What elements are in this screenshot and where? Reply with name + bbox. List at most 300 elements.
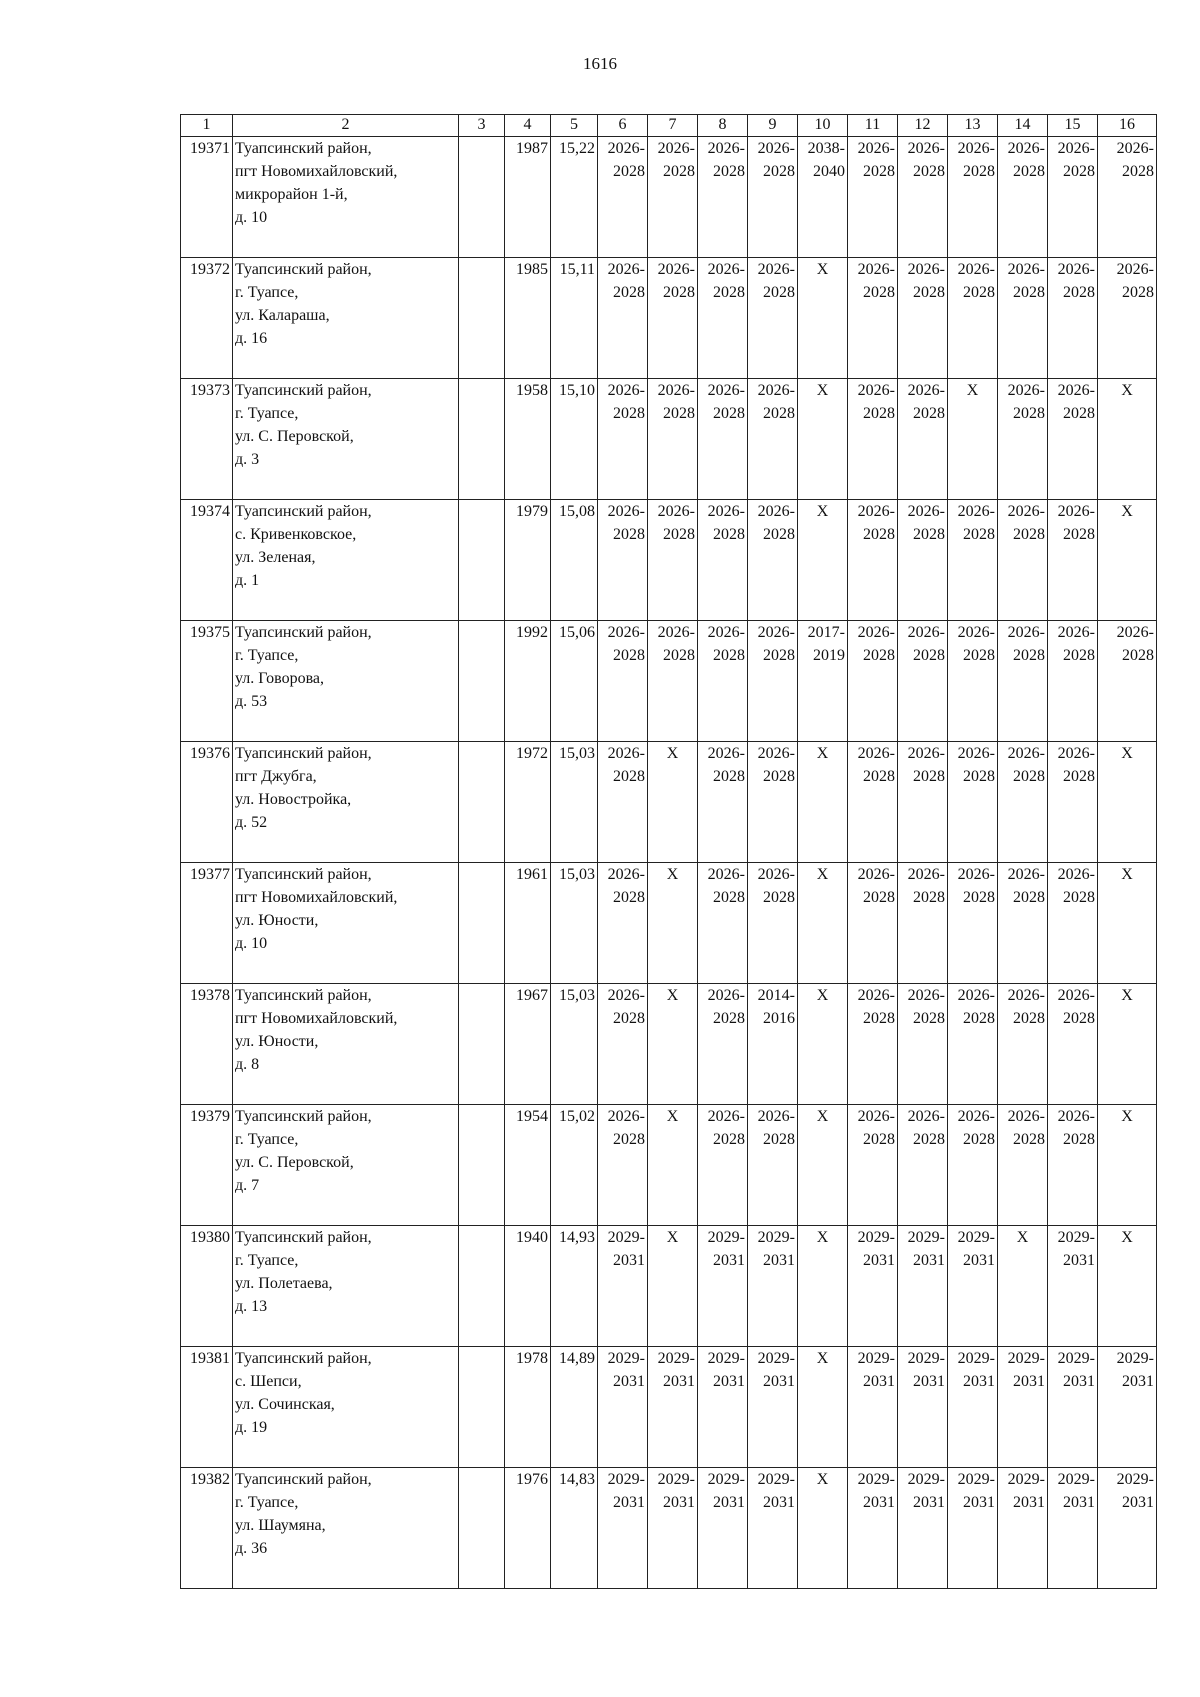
period-text: 2026-	[1057, 745, 1095, 762]
period-text: 2028	[663, 163, 695, 180]
period-text: 2026-	[857, 987, 895, 1004]
period-text: 2028	[863, 889, 895, 906]
column-header-6: 6	[598, 115, 648, 137]
period-text: 2026-	[957, 503, 995, 520]
period-cell	[898, 1226, 948, 1347]
period-text: 2026-	[657, 140, 695, 157]
period-cell	[1098, 137, 1157, 258]
period-text: X	[816, 1108, 829, 1125]
page-number: 1616	[583, 54, 617, 73]
address-line: Туапсинский район,	[235, 1350, 372, 1367]
period-cell	[1098, 500, 1157, 621]
address-line: ул. Калараша,	[235, 307, 330, 324]
period-text: 2029-	[1057, 1350, 1095, 1367]
period-text: 2026-	[857, 866, 895, 883]
period-cell	[998, 137, 1048, 258]
column-header-8: 8	[698, 115, 748, 137]
column-3-cell	[459, 1226, 505, 1347]
period-cell	[1098, 1105, 1157, 1226]
period-text: 2028	[763, 163, 795, 180]
period-cell	[1098, 258, 1157, 379]
period-text: 2026-	[707, 624, 745, 641]
period-text: 2028	[613, 1131, 645, 1148]
period-text: 2031	[863, 1494, 895, 1511]
table-row	[181, 621, 1157, 742]
period-cell	[1048, 984, 1098, 1105]
value-cell: 15,11	[551, 258, 598, 379]
period-cell	[948, 500, 998, 621]
period-text: 2026-	[1116, 624, 1154, 641]
period-text: 2026-	[607, 261, 645, 278]
address-cell	[233, 1226, 459, 1347]
address-cell	[233, 863, 459, 984]
period-cell	[648, 1105, 698, 1226]
period-text: X	[666, 866, 679, 883]
table-row	[181, 984, 1157, 1105]
period-cell	[898, 863, 948, 984]
period-text: 2029-	[607, 1229, 645, 1246]
period-text: 2028	[913, 163, 945, 180]
period-cell	[648, 863, 698, 984]
column-header-1: 1	[181, 115, 233, 137]
row-number: 19375	[181, 621, 233, 742]
period-text: 2029-	[657, 1471, 695, 1488]
period-text: 2026-	[1007, 866, 1045, 883]
period-text: 2031	[963, 1252, 995, 1269]
period-text: 2028	[763, 647, 795, 664]
period-text: 2026-	[607, 503, 645, 520]
header-row	[181, 115, 1157, 137]
period-cell	[1048, 1105, 1098, 1226]
period-cell	[698, 621, 748, 742]
table-row	[181, 500, 1157, 621]
period-text: 2028	[713, 768, 745, 785]
period-text: 2014-	[757, 987, 795, 1004]
period-text: 2026-	[907, 503, 945, 520]
period-text: 2028	[1013, 163, 1045, 180]
period-cell	[598, 863, 648, 984]
period-text: 2026-	[857, 1108, 895, 1125]
period-text: 2028	[863, 526, 895, 543]
address-cell	[233, 1347, 459, 1468]
period-cell	[748, 742, 798, 863]
period-cell	[798, 1226, 848, 1347]
period-text: 2026-	[757, 382, 795, 399]
address-cell	[233, 984, 459, 1105]
period-text: 2028	[963, 1131, 995, 1148]
period-text: 2028	[863, 768, 895, 785]
period-text: 2026-	[957, 987, 995, 1004]
period-cell	[1098, 1226, 1157, 1347]
period-text: 2026-	[757, 745, 795, 762]
period-cell	[848, 379, 898, 500]
period-text: 2026-	[757, 866, 795, 883]
period-cell	[698, 1226, 748, 1347]
period-text: 2028	[1013, 889, 1045, 906]
period-text: X	[816, 261, 829, 278]
year-cell: 1972	[505, 742, 551, 863]
period-text: 2026-	[907, 382, 945, 399]
address-cell	[233, 1105, 459, 1226]
address-line: д. 3	[235, 451, 260, 468]
period-text: 2029-	[607, 1350, 645, 1367]
row-number: 19379	[181, 1105, 233, 1226]
column-3-cell	[459, 500, 505, 621]
address-line: пгт Джубга,	[235, 768, 317, 785]
period-text: 2026-	[1057, 503, 1095, 520]
period-cell	[748, 500, 798, 621]
period-text: 2028	[863, 284, 895, 301]
period-cell	[1048, 258, 1098, 379]
address-line: г. Туапсе,	[235, 1494, 299, 1511]
row-number: 19376	[181, 742, 233, 863]
column-3-cell	[459, 1347, 505, 1468]
period-cell	[648, 379, 698, 500]
address-line: д. 10	[235, 935, 268, 952]
period-text: 2026-	[657, 382, 695, 399]
period-text: 2026-	[1057, 987, 1095, 1004]
period-text: X	[666, 745, 679, 762]
period-cell	[698, 137, 748, 258]
period-text: 2026-	[1007, 624, 1045, 641]
column-3-cell	[459, 621, 505, 742]
period-text: 2028	[913, 284, 945, 301]
period-cell	[1098, 1347, 1157, 1468]
address-line: д. 53	[235, 693, 268, 710]
address-line: д. 19	[235, 1419, 268, 1436]
period-text: X	[966, 382, 979, 399]
period-text: 2017-	[807, 624, 845, 641]
period-text: 2026-	[1007, 261, 1045, 278]
period-cell	[998, 379, 1048, 500]
period-text: 2031	[763, 1373, 795, 1390]
address-line: Туапсинский район,	[235, 987, 372, 1004]
period-text: 2031	[663, 1494, 695, 1511]
period-text: 2028	[613, 1010, 645, 1027]
period-text: 2026-	[957, 261, 995, 278]
period-text: X	[1121, 1229, 1133, 1246]
period-cell	[848, 984, 898, 1105]
address-line: Туапсинский район,	[235, 503, 372, 520]
period-text: 2028	[913, 647, 945, 664]
address-line: ул. Зеленая,	[235, 549, 316, 566]
address-line: ул. Сочинская,	[235, 1396, 335, 1413]
period-text: 2026-	[957, 745, 995, 762]
column-3-cell	[459, 742, 505, 863]
period-text: 2028	[713, 1010, 745, 1027]
address-line: ул. С. Перовской,	[235, 428, 354, 445]
address-line: г. Туапсе,	[235, 284, 299, 301]
period-text: 2028	[713, 647, 745, 664]
period-cell	[598, 742, 648, 863]
period-text: 2028	[963, 526, 995, 543]
period-cell	[1098, 984, 1157, 1105]
period-text: X	[1121, 382, 1133, 399]
period-text: X	[1121, 503, 1133, 520]
period-text: 2029-	[1116, 1350, 1154, 1367]
address-line: ул. Новостройка,	[235, 791, 352, 808]
address-line: ул. Юности,	[235, 1033, 319, 1050]
period-text: 2028	[613, 768, 645, 785]
period-cell	[748, 1347, 798, 1468]
value-cell: 14,83	[551, 1468, 598, 1589]
period-cell	[848, 258, 898, 379]
period-cell	[848, 137, 898, 258]
period-cell	[648, 137, 698, 258]
period-cell	[1098, 742, 1157, 863]
period-cell	[598, 621, 648, 742]
period-cell	[648, 621, 698, 742]
address-line: г. Туапсе,	[235, 647, 299, 664]
period-cell	[998, 621, 1048, 742]
period-text: 2028	[713, 405, 745, 422]
period-text: 2026-	[607, 624, 645, 641]
period-cell	[1048, 1468, 1098, 1589]
row-number: 19382	[181, 1468, 233, 1589]
period-text: 2028	[663, 526, 695, 543]
period-text: 2028	[1063, 284, 1095, 301]
column-header-2: 2	[233, 115, 459, 137]
period-text: 2028	[613, 405, 645, 422]
period-cell	[748, 1226, 798, 1347]
period-text: 2029-	[1057, 1471, 1095, 1488]
address-line: Туапсинский район,	[235, 745, 372, 762]
period-cell	[948, 379, 998, 500]
year-cell: 1976	[505, 1468, 551, 1589]
address-line: ул. Юности,	[235, 912, 319, 929]
period-cell	[598, 137, 648, 258]
period-text: 2026-	[707, 261, 745, 278]
period-cell	[748, 137, 798, 258]
period-text: X	[1121, 1108, 1133, 1125]
period-text: 2031	[1063, 1373, 1095, 1390]
address-line: д. 10	[235, 209, 268, 226]
period-cell	[798, 863, 848, 984]
period-text: 2029-	[1116, 1471, 1154, 1488]
period-cell	[748, 984, 798, 1105]
period-cell	[998, 742, 1048, 863]
period-cell	[598, 500, 648, 621]
period-text: 2028	[613, 889, 645, 906]
period-text: 2026-	[607, 1108, 645, 1125]
address-line: г. Туапсе,	[235, 405, 299, 422]
address-line: ул. Полетаева,	[235, 1275, 333, 1292]
period-cell	[1048, 1347, 1098, 1468]
address-cell	[233, 137, 459, 258]
period-cell	[598, 1468, 648, 1589]
period-text: 2029-	[857, 1350, 895, 1367]
period-text: 2029-	[757, 1471, 795, 1488]
period-text: X	[816, 1471, 829, 1488]
period-text: 2028	[763, 768, 795, 785]
period-text: 2028	[963, 889, 995, 906]
year-cell: 1967	[505, 984, 551, 1105]
column-header-14: 14	[998, 115, 1048, 137]
period-cell	[998, 1347, 1048, 1468]
period-text: X	[816, 745, 829, 762]
period-text: 2026-	[1007, 140, 1045, 157]
period-text: 2026-	[1057, 866, 1095, 883]
period-text: X	[816, 1350, 829, 1367]
period-text: 2026-	[757, 261, 795, 278]
period-text: 2031	[1013, 1494, 1045, 1511]
column-3-cell	[459, 258, 505, 379]
period-text: X	[816, 503, 829, 520]
column-3-cell	[459, 984, 505, 1105]
period-text: 2026-	[707, 382, 745, 399]
value-cell: 15,08	[551, 500, 598, 621]
period-cell	[948, 137, 998, 258]
year-cell: 1985	[505, 258, 551, 379]
period-text: 2026-	[857, 382, 895, 399]
value-cell: 15,03	[551, 984, 598, 1105]
period-text: X	[1121, 987, 1133, 1004]
period-cell	[598, 1226, 648, 1347]
period-text: X	[816, 1229, 829, 1246]
address-line: д. 7	[235, 1177, 260, 1194]
period-text: 2026-	[607, 987, 645, 1004]
period-text: 2029-	[607, 1471, 645, 1488]
column-3-cell	[459, 863, 505, 984]
period-cell	[948, 742, 998, 863]
period-cell	[598, 379, 648, 500]
period-text: 2026-	[757, 624, 795, 641]
period-cell	[698, 1347, 748, 1468]
period-cell	[1048, 621, 1098, 742]
period-text: 2028	[763, 1131, 795, 1148]
column-3-cell	[459, 137, 505, 258]
period-text: X	[1121, 745, 1133, 762]
period-text: 2031	[963, 1373, 995, 1390]
period-text: 2026-	[1057, 382, 1095, 399]
period-cell	[1098, 621, 1157, 742]
table-row	[181, 863, 1157, 984]
column-3-cell	[459, 1105, 505, 1226]
period-text: 2031	[913, 1373, 945, 1390]
address-line: д. 52	[235, 814, 268, 831]
address-cell	[233, 742, 459, 863]
period-text: 2026-	[657, 261, 695, 278]
period-cell	[998, 500, 1048, 621]
period-cell	[898, 621, 948, 742]
period-text: 2019	[813, 647, 845, 664]
row-number: 19381	[181, 1347, 233, 1468]
period-cell	[748, 1105, 798, 1226]
value-cell: 15,22	[551, 137, 598, 258]
period-text: 2026-	[757, 503, 795, 520]
period-cell	[898, 258, 948, 379]
year-cell: 1987	[505, 137, 551, 258]
year-cell: 1958	[505, 379, 551, 500]
column-header-3: 3	[459, 115, 505, 137]
period-text: 2028	[613, 163, 645, 180]
period-text: 2028	[913, 768, 945, 785]
period-text: 2028	[1063, 405, 1095, 422]
column-3-cell	[459, 1468, 505, 1589]
period-text: 2026-	[907, 624, 945, 641]
period-text: 2026-	[707, 866, 745, 883]
period-cell	[1098, 1468, 1157, 1589]
address-line: д. 13	[235, 1298, 268, 1315]
table-row	[181, 1105, 1157, 1226]
period-cell	[1098, 863, 1157, 984]
period-text: 2029-	[907, 1350, 945, 1367]
address-line: г. Туапсе,	[235, 1252, 299, 1269]
period-cell	[698, 863, 748, 984]
address-line: ул. Шаумяна,	[235, 1517, 326, 1534]
period-cell	[648, 500, 698, 621]
period-cell	[798, 500, 848, 621]
period-text: 2028	[1013, 768, 1045, 785]
period-text: 2028	[863, 647, 895, 664]
row-number: 19371	[181, 137, 233, 258]
period-cell	[998, 1105, 1048, 1226]
address-line: с. Шепси,	[235, 1373, 302, 1390]
period-cell	[848, 1105, 898, 1226]
period-text: 2026-	[1116, 261, 1154, 278]
table-row	[181, 742, 1157, 863]
period-text: 2028	[763, 889, 795, 906]
period-text: 2038-	[807, 140, 845, 157]
period-cell	[848, 1226, 898, 1347]
column-header-13: 13	[948, 115, 998, 137]
period-text: X	[816, 866, 829, 883]
period-cell	[898, 379, 948, 500]
period-text: 2029-	[957, 1350, 995, 1367]
period-cell	[848, 1347, 898, 1468]
period-text: 2031	[713, 1373, 745, 1390]
period-cell	[998, 863, 1048, 984]
period-text: 2031	[713, 1494, 745, 1511]
address-line: пгт Новомихайловский,	[235, 163, 398, 180]
period-cell	[698, 1468, 748, 1589]
period-text: 2028	[1013, 284, 1045, 301]
period-text: 2026-	[607, 140, 645, 157]
period-text: 2026-	[607, 382, 645, 399]
table-header	[181, 115, 1157, 137]
period-cell	[998, 1468, 1048, 1589]
period-text: 2029-	[907, 1229, 945, 1246]
period-cell	[948, 1105, 998, 1226]
period-cell	[1048, 379, 1098, 500]
period-cell	[1048, 863, 1098, 984]
year-cell: 1961	[505, 863, 551, 984]
period-text: 2026-	[907, 1108, 945, 1125]
period-text: 2031	[613, 1252, 645, 1269]
period-cell	[648, 1347, 698, 1468]
period-text: 2026-	[1057, 261, 1095, 278]
period-text: 2031	[1013, 1373, 1045, 1390]
period-cell	[998, 984, 1048, 1105]
period-cell	[948, 258, 998, 379]
value-cell: 15,03	[551, 863, 598, 984]
period-cell	[698, 500, 748, 621]
period-cell	[948, 1226, 998, 1347]
period-text: 2026-	[907, 866, 945, 883]
period-text: 2028	[1013, 1010, 1045, 1027]
period-text: 2028	[663, 284, 695, 301]
period-text: 2026-	[707, 140, 745, 157]
address-line: пгт Новомихайловский,	[235, 889, 398, 906]
period-text: 2029-	[957, 1471, 995, 1488]
period-text: X	[1016, 1229, 1029, 1246]
period-text: 2028	[663, 647, 695, 664]
period-text: 2029-	[757, 1350, 795, 1367]
column-header-9: 9	[748, 115, 798, 137]
period-text: 2031	[913, 1494, 945, 1511]
period-cell	[798, 984, 848, 1105]
period-text: 2028	[1122, 647, 1154, 664]
